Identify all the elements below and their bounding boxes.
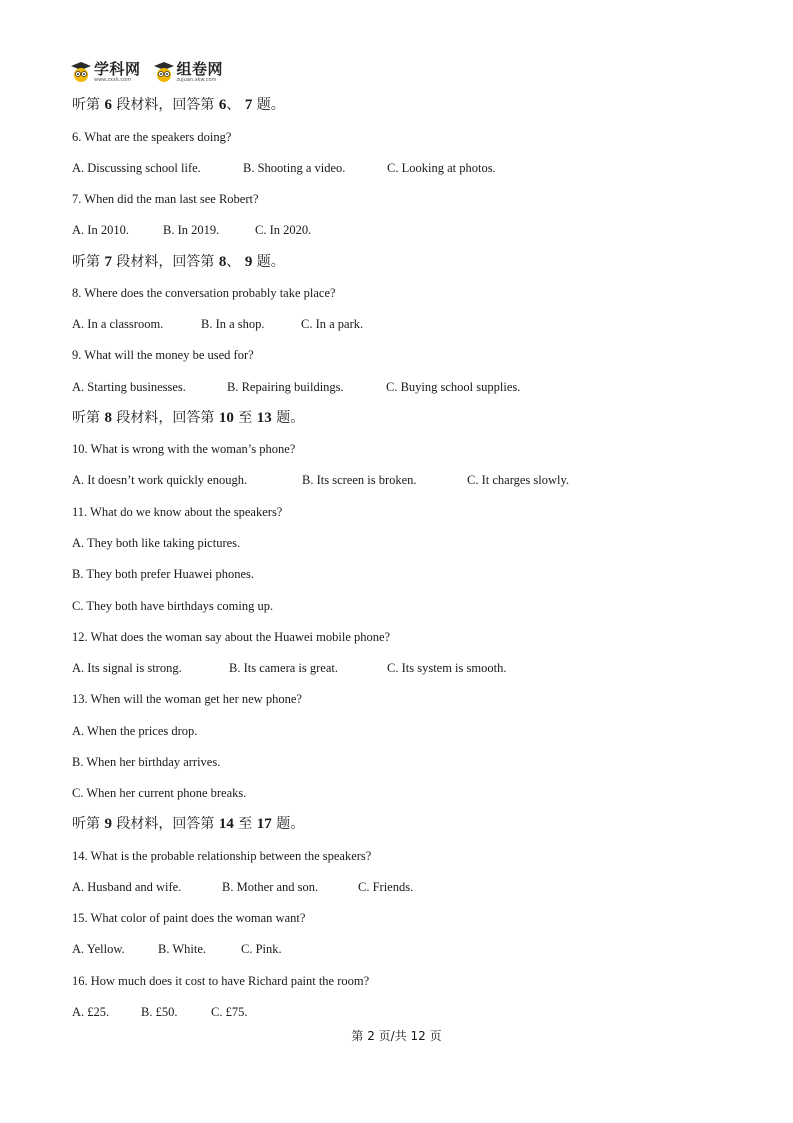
logo-right-url: zujuan.xkw.com bbox=[176, 77, 217, 83]
option-b: B. White. bbox=[158, 942, 207, 956]
option-a: A. In 2010. bbox=[72, 223, 129, 237]
section-heading: 听第 7 段材料，回答第 8、 9 题。 bbox=[72, 254, 285, 270]
option-row bbox=[72, 222, 311, 238]
question-text: 16. How much does it cost to have Richard paint the room? bbox=[72, 974, 370, 988]
option-a: A. Yellow. bbox=[72, 942, 125, 956]
section-heading: 听第 6 段材料，回答第 6、 7 题。 bbox=[72, 97, 285, 113]
option-a: A. £25. bbox=[72, 1005, 110, 1019]
option-line: B. They both prefer Huawei phones. bbox=[72, 567, 255, 581]
option-b: B. Its camera is great. bbox=[229, 661, 338, 675]
question-text: 6. What are the speakers doing? bbox=[72, 130, 232, 144]
option-a: A. It doesn’t work quickly enough. bbox=[72, 473, 248, 487]
question-text: 11. What do we know about the speakers? bbox=[72, 505, 283, 519]
option-line: A. When the prices drop. bbox=[72, 724, 198, 738]
option-c: C. Looking at photos. bbox=[387, 161, 496, 175]
owl-icon bbox=[153, 61, 175, 83]
option-b: B. Mother and son. bbox=[222, 880, 319, 894]
option-row bbox=[72, 379, 520, 395]
option-a: A. Husband and wife. bbox=[72, 880, 182, 894]
option-c: C. £75. bbox=[211, 1005, 248, 1019]
option-a: A. Its signal is strong. bbox=[72, 661, 182, 675]
option-row bbox=[72, 879, 413, 895]
zujuan-logo bbox=[153, 61, 224, 83]
option-c: C. In 2020. bbox=[255, 223, 312, 237]
logo-right-name: 组卷网 bbox=[176, 60, 224, 78]
option-line: A. They both like taking pictures. bbox=[72, 536, 241, 550]
question-text: 14. What is the probable relationship between the speakers? bbox=[72, 849, 372, 863]
option-line: C. They both have birthdays coming up. bbox=[72, 599, 274, 613]
option-b: B. In 2019. bbox=[163, 223, 220, 237]
option-line: C. When her current phone breaks. bbox=[72, 786, 247, 800]
option-row bbox=[72, 1004, 247, 1020]
option-a: A. In a classroom. bbox=[72, 317, 164, 331]
section-heading: 听第 8 段材料，回答第 10 至 13 题。 bbox=[72, 410, 305, 426]
option-b: B. £50. bbox=[141, 1005, 178, 1019]
logo-left-name: 学科网 bbox=[94, 60, 141, 78]
option-b: B. Its screen is broken. bbox=[302, 473, 417, 487]
option-row bbox=[72, 316, 363, 332]
header-logos bbox=[70, 58, 235, 86]
page-number: 第 2 页/共 12 页 bbox=[351, 1029, 442, 1043]
option-c: C. Pink. bbox=[241, 942, 282, 956]
option-a: A. Discussing school life. bbox=[72, 161, 201, 175]
option-c: C. Friends. bbox=[358, 880, 414, 894]
option-row bbox=[72, 660, 506, 676]
owl-icon bbox=[70, 61, 92, 83]
option-c: C. It charges slowly. bbox=[467, 473, 570, 487]
option-line: B. When her birthday arrives. bbox=[72, 755, 221, 769]
logo-left-url: www.zxxk.com bbox=[94, 77, 132, 83]
zxxk-logo bbox=[70, 61, 141, 83]
option-c: C. In a park. bbox=[301, 317, 364, 331]
option-row bbox=[72, 160, 496, 176]
question-text: 9. What will the money be used for? bbox=[72, 348, 254, 362]
option-b: B. Repairing buildings. bbox=[227, 380, 344, 394]
option-row bbox=[72, 472, 569, 488]
option-b: B. In a shop. bbox=[201, 317, 265, 331]
question-text: 12. What does the woman say about the Huawei mobile phone? bbox=[72, 630, 391, 644]
question-text: 7. When did the man last see Robert? bbox=[72, 192, 259, 206]
question-text: 15. What color of paint does the woman want? bbox=[72, 911, 306, 925]
question-text: 10. What is wrong with the woman’s phone? bbox=[72, 442, 296, 456]
question-text: 8. Where does the conversation probably take place? bbox=[72, 286, 336, 300]
option-a: A. Starting businesses. bbox=[72, 380, 186, 394]
option-row bbox=[72, 941, 282, 957]
question-text: 13. When will the woman get her new phone? bbox=[72, 692, 302, 706]
section-heading: 听第 9 段材料，回答第 14 至 17 题。 bbox=[72, 816, 305, 832]
option-c: C. Its system is smooth. bbox=[387, 661, 507, 675]
option-c: C. Buying school supplies. bbox=[386, 380, 521, 394]
option-b: B. Shooting a video. bbox=[243, 161, 346, 175]
